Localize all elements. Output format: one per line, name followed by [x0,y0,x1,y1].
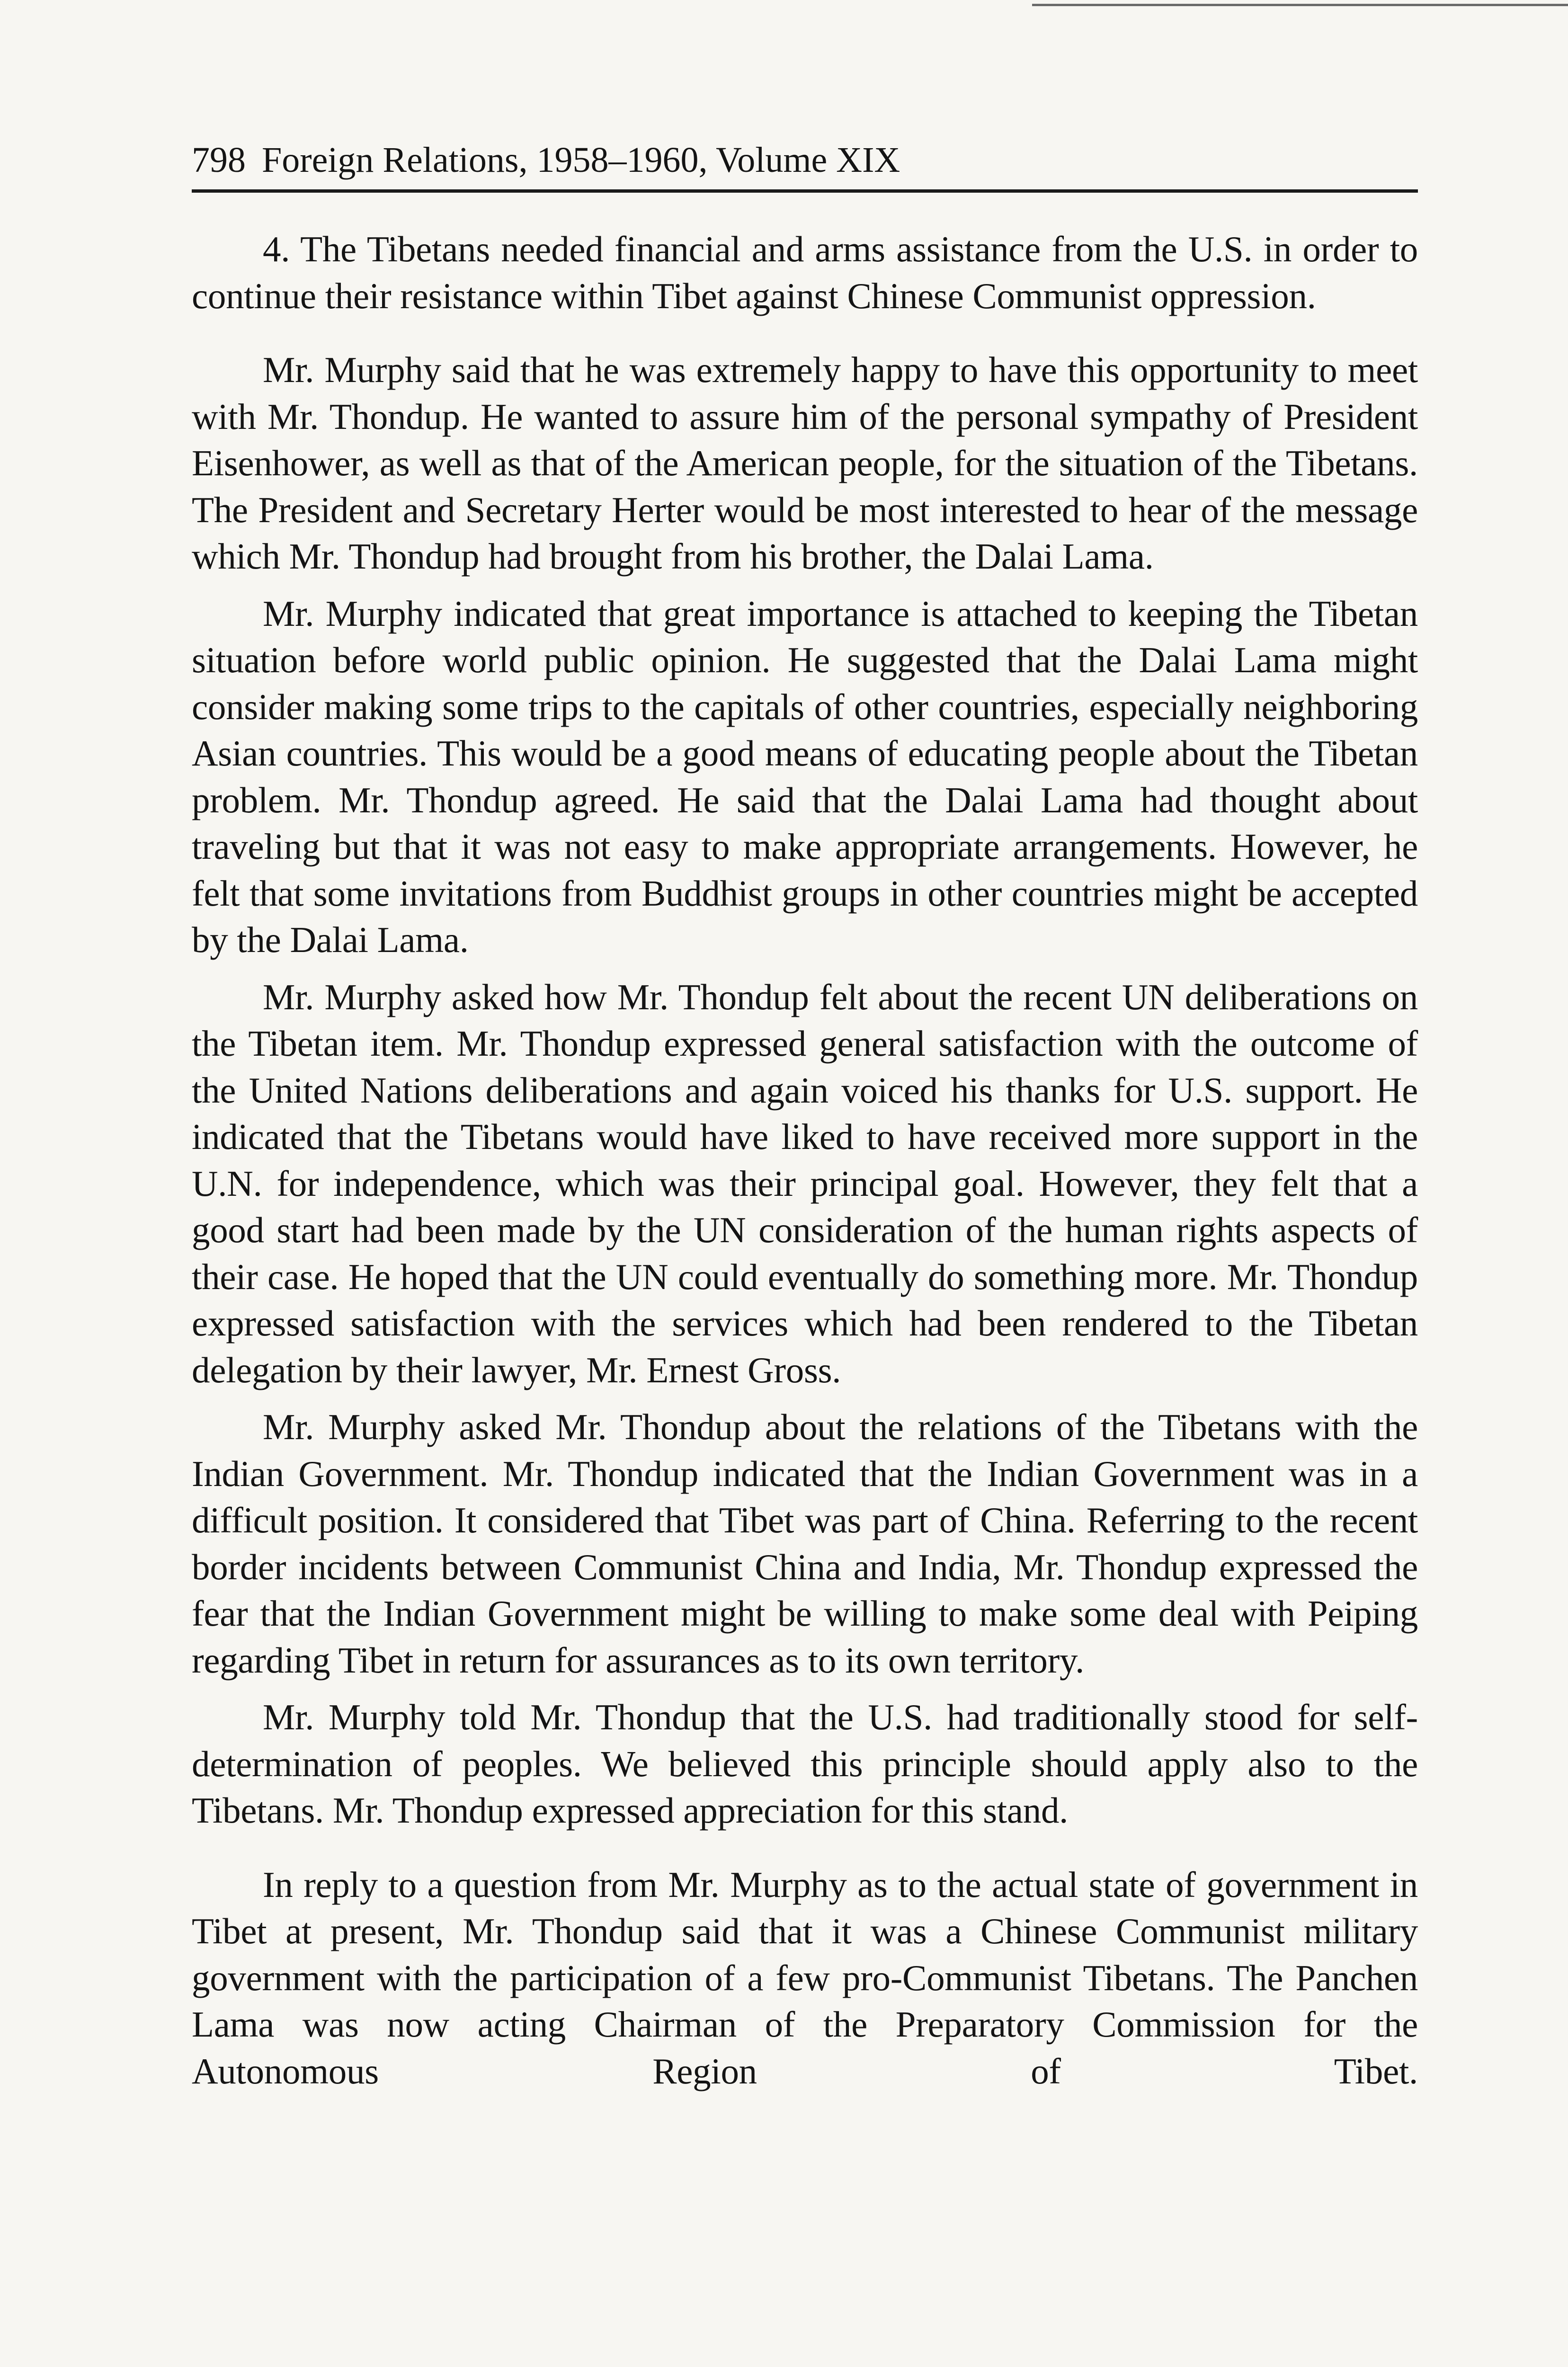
paragraph-point-4: 4. The Tibetans needed financial and arms assistance from the U.S. in order to continue their resistance within Tibet against Chinese Communist oppression. [192,229,1418,316]
document-page [192,137,1418,2094]
paragraph-indian-government: Mr. Murphy asked Mr. Thondup about the relations of the Tibetans with the Indian Government. Mr. Thondup indicated that the Indian Government was in a difficult position. It considered that Tibet was part of China. Referring to the recent border incidents between Communist China and India, Mr. Thondup expressed the fear that the Indian Government might be willing to make some deal with Peiping regarding Tibet in return for assurances as to its own territory. [192,1406,1418,1681]
running-head [192,137,1418,189]
header-rule [192,189,1418,193]
paragraph-murphy-sympathy: Mr. Murphy said that he was extremely happy to have this opportunity to meet with Mr. Thondup. He wanted to assure him of the personal sympathy of President Eisenhower, as well as that of the American people, for the situation of the Tibetans. The President and Secretary Herter would be most interested to hear of the message which Mr. Thondup had brought from his brother, the Dalai Lama. [192,349,1418,577]
body-text [192,226,1418,2094]
scan-edge-rule [1032,4,1568,6]
paragraph-world-opinion: Mr. Murphy indicated that great importance is attached to keeping the Tibetan situation before world public opinion. He suggested that the Dalai Lama might consider making some trips to the capitals of other countries, especially neighboring Asian countries. This would be a good means of educating people about the Tibetan problem. Mr. Thondup agreed. He said that the Dalai Lama had thought about traveling but that it was not easy to make appropriate arrangements. However, he felt that some invitations from Buddhist groups in other countries might be accepted by the Dalai Lama. [192,593,1418,960]
volume-title: Foreign Relations, 1958–1960, Volume XIX [262,140,900,180]
page-number: 798 [192,140,246,180]
paragraph-state-of-government: In reply to a question from Mr. Murphy as to the actual state of government in Tibet at present, Mr. Thondup said that it was a Chinese Communist military government with the participation of a few pro-Communist Tibetans. The Panchen Lama was now acting Chairman of the Preparatory Commission for the Autonomous Region of Tibet. [192,1864,1418,2091]
paragraph-self-determination: Mr. Murphy told Mr. Thondup that the U.S. had traditionally stood for self-determination of peoples. We believed this principle should apply also to the Tibetans. Mr. Thondup expressed appreciation for this stand. [192,1697,1418,1831]
paragraph-un-deliberations: Mr. Murphy asked how Mr. Thondup felt about the recent UN deliberations on the Tibetan item. Mr. Thondup expressed general satisfaction with the outcome of the United Nations deliberations and again voiced his thanks for U.S. support. He indicated that the Tibetans would have liked to have received more support in the U.N. for independence, which was their principal goal. However, they felt that a good start had been made by the UN consideration of the human rights aspects of their case. He hoped that the UN could eventually do something more. Mr. Thondup expressed satisfaction with the services which had been rendered to the Tibetan delegation by their lawyer, Mr. Ernest Gross. [192,976,1418,1390]
